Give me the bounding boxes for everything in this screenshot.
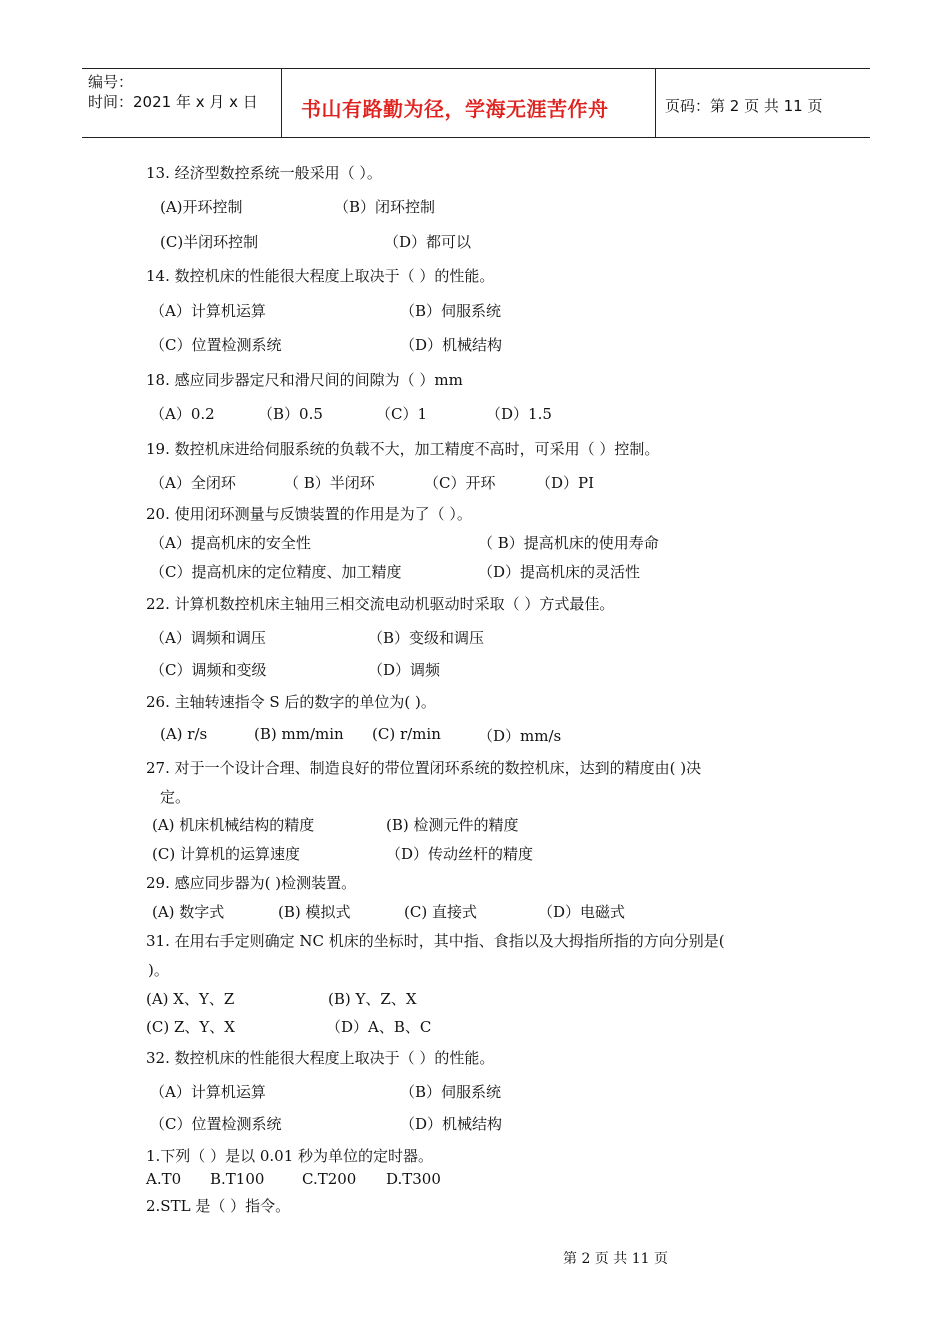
page-header xyxy=(82,68,870,138)
option-line: (B) mm/min xyxy=(254,725,344,743)
question-line: 31. 在用右手定则确定 NC 机床的坐标时，其中指、食指以及大拇指所指的方向分别是( xyxy=(146,932,725,950)
option-line: （C）位置检测系统 xyxy=(150,336,282,354)
option-line: （D）调频 xyxy=(368,661,441,679)
question-line: 1.下列（ ）是以 0.01 秒为单位的定时器。 xyxy=(146,1147,434,1165)
question-line-continuation: )。 xyxy=(148,961,169,979)
option-line: (B) 模拟式 xyxy=(278,903,351,921)
option-line: （C）位置检测系统 xyxy=(150,1115,282,1133)
header-time-label: 时间：2021 年 x 月 x 日 xyxy=(88,93,258,111)
question-line: 29. 感应同步器为( )检测装置。 xyxy=(146,874,357,892)
option-line: （C）提高机床的定位精度、加工精度 xyxy=(150,563,402,581)
page-footer: 第 2 页 共 11 页 xyxy=(563,1251,668,1267)
option-line: （D）提高机床的灵活性 xyxy=(478,563,641,581)
option-line: （C）1 xyxy=(376,405,428,423)
option-line: (C) 计算机的运算速度 xyxy=(152,845,300,863)
option-line: C.T200 xyxy=(302,1170,357,1188)
header-motto: 书山有路勤为径，学海无涯苦作舟 xyxy=(301,97,609,121)
option-line: （D）1.5 xyxy=(486,405,552,423)
option-line: （A）提高机床的安全性 xyxy=(150,534,311,552)
header-motto-cell xyxy=(281,69,656,137)
option-line: （D）mm/s xyxy=(478,727,562,745)
question-line: 20. 使用闭环测量与反馈装置的作用是为了（ ）。 xyxy=(146,505,472,523)
option-line: （D）PI xyxy=(536,474,595,492)
question-line: 32. 数控机床的性能很大程度上取决于（ ）的性能。 xyxy=(146,1049,495,1067)
header-page-label: 页码：第 2 页 共 11 页 xyxy=(665,97,823,115)
question-line-continuation: 定。 xyxy=(160,788,191,806)
question-line: 26. 主轴转速指令 S 后的数字的单位为( )。 xyxy=(146,693,436,711)
option-line: （D）电磁式 xyxy=(538,903,626,921)
option-line: （D）机械结构 xyxy=(400,336,503,354)
option-line: （B）闭环控制 xyxy=(334,198,436,216)
option-line: （A）计算机运算 xyxy=(150,1083,266,1101)
option-line: D.T300 xyxy=(386,1170,441,1188)
question-line: 14. 数控机床的性能很大程度上取决于（ ）的性能。 xyxy=(146,267,495,285)
question-line: 19. 数控机床进给伺服系统的负载不大，加工精度不高时，可采用（ ）控制。 xyxy=(146,440,660,458)
question-line: 18. 感应同步器定尺和滑尺间的间隙为（ ）mm xyxy=(146,371,463,389)
question-line: 13. 经济型数控系统一般采用（ ）。 xyxy=(146,164,382,182)
option-line: B.T100 xyxy=(210,1170,265,1188)
header-number-label: 编号： xyxy=(88,73,134,91)
option-line: （B）伺服系统 xyxy=(400,302,502,320)
option-line: （D）传动丝杆的精度 xyxy=(386,845,534,863)
header-info-cell xyxy=(82,69,282,137)
header-page-cell xyxy=(655,69,870,137)
option-line: (C) 直接式 xyxy=(404,903,477,921)
option-line: （C）调频和变级 xyxy=(150,661,267,679)
option-line: (A)开环控制 xyxy=(160,198,243,216)
option-line: （ B）提高机床的使用寿命 xyxy=(478,534,659,552)
option-line: (C)半闭环控制 xyxy=(160,233,259,251)
option-line: (C) Z、Y、X xyxy=(146,1018,235,1036)
option-line: （A）0.2 xyxy=(150,405,215,423)
option-line: A.T0 xyxy=(146,1170,182,1188)
option-line: (B) Y、Z、X xyxy=(328,990,417,1008)
question-line: 22. 计算机数控机床主轴用三相交流电动机驱动时采取（ ）方式最佳。 xyxy=(146,595,615,613)
option-line: (A) 机床机械结构的精度 xyxy=(152,816,315,834)
option-line: （C）开环 xyxy=(424,474,496,492)
option-line: （B）0.5 xyxy=(258,405,323,423)
option-line: (A) X、Y、Z xyxy=(146,990,235,1008)
option-line: （D）都可以 xyxy=(384,233,472,251)
option-line: （A）全闭环 xyxy=(150,474,236,492)
option-line: （ B）半闭环 xyxy=(284,474,375,492)
option-line: （B）变级和调压 xyxy=(368,629,485,647)
option-line: (B) 检测元件的精度 xyxy=(386,816,519,834)
option-line: （B）伺服系统 xyxy=(400,1083,502,1101)
option-line: （A）计算机运算 xyxy=(150,302,266,320)
question-line: 27. 对于一个设计合理、制造良好的带位置闭环系统的数控机床，达到的精度由( )决 xyxy=(146,759,702,777)
option-line: (A) r/s xyxy=(160,725,208,743)
option-line: （D）机械结构 xyxy=(400,1115,503,1133)
option-line: （D）A、B、C xyxy=(326,1018,432,1036)
option-line: (A) 数字式 xyxy=(152,903,225,921)
option-line: (C) r/min xyxy=(372,725,441,743)
option-line: （A）调频和调压 xyxy=(150,629,266,647)
question-line: 2.STL 是（ ）指令。 xyxy=(146,1197,291,1215)
